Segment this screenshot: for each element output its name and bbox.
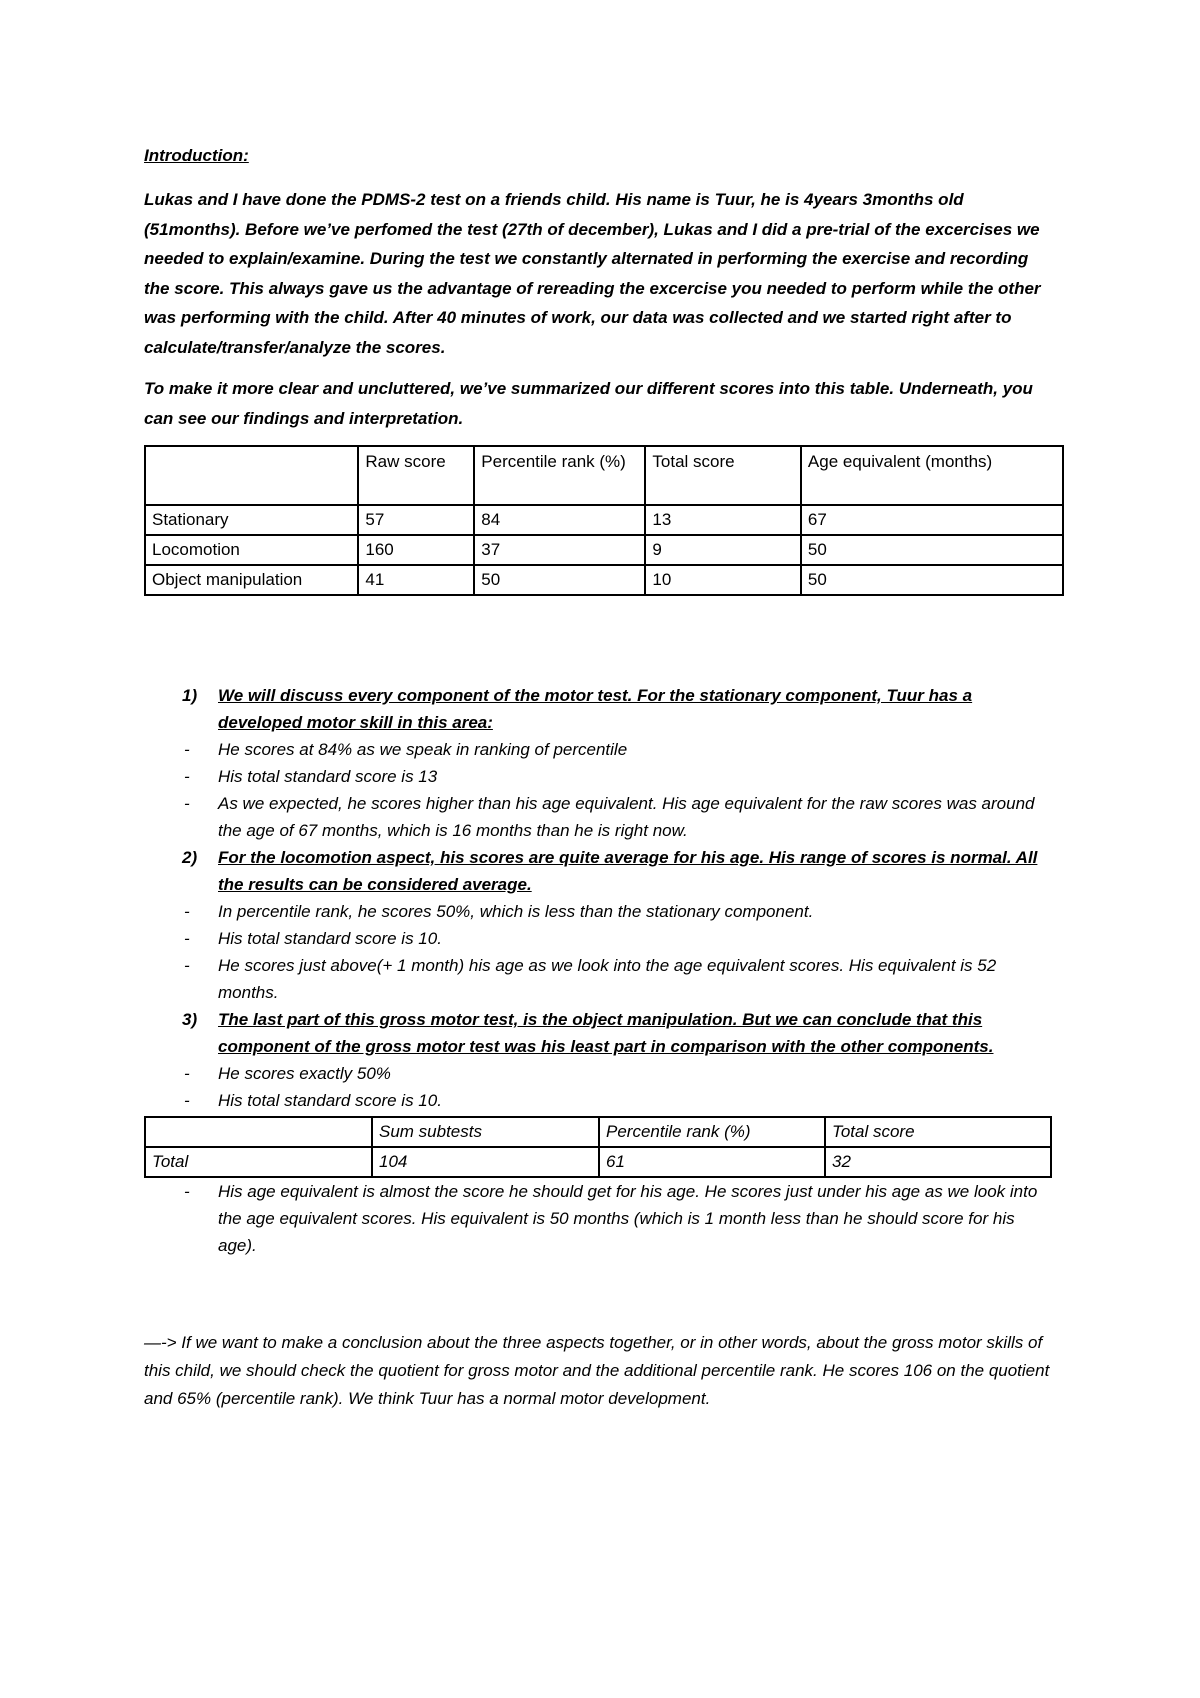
table-header-row: [145, 1117, 1051, 1147]
list-item: [144, 898, 1064, 925]
table-header-cell: [145, 1117, 372, 1147]
list-item: [144, 1178, 1064, 1259]
discussion-section: [144, 682, 1064, 1259]
table-cell: 50: [474, 565, 645, 595]
list-item-text: His total standard score is 10.: [218, 929, 442, 948]
bullet-dash: -: [184, 794, 190, 813]
table-cell: 57: [358, 505, 474, 535]
table-cell: 13: [645, 505, 801, 535]
list-item: [144, 736, 1064, 763]
list-item: [144, 925, 1064, 952]
table-cell: 10: [645, 565, 801, 595]
section-title: We will discuss every component of the motor test. For the stationary component, Tuur has a developed motor skill in this area:: [218, 686, 973, 732]
section-number: 3): [182, 1010, 198, 1029]
table-cell: Locomotion: [145, 535, 358, 565]
list-item-text: His total standard score is 10.: [218, 1091, 442, 1110]
list-item-text: His age equivalent is almost the score he should get for his age. He scores just under his age as we look into the age equivalent scores. His equivalent is 50 months (which is 1 month less than he should score for his age).: [218, 1182, 1038, 1255]
conclusion-paragraph: —-> If we want to make a conclusion about the three aspects together, or in other words, about the gross motor skills of this child, we should check the quotient for gross motor and the additional percentile rank. He scores 106 on the quotient and 65% (percentile rank). We think Tuur has a normal motor development.: [144, 1333, 1050, 1408]
table-cell: 61: [599, 1147, 825, 1177]
table-row: [145, 535, 1063, 565]
table-header-cell: [145, 446, 358, 505]
table-row: [145, 565, 1063, 595]
bullet-dash: -: [184, 740, 190, 759]
bullet-dash: -: [184, 902, 190, 921]
table-header-cell: Percentile rank (%): [474, 446, 645, 505]
table-header-cell: Age equivalent (months): [801, 446, 1063, 505]
section-3-title: [144, 1006, 1064, 1060]
table-cell: 84: [474, 505, 645, 535]
table-header-cell: Percentile rank (%): [599, 1117, 825, 1147]
table-cell: 50: [801, 535, 1063, 565]
section-1-title: [144, 682, 1064, 736]
table-header-cell: Total score: [645, 446, 801, 505]
section-2-title: [144, 844, 1064, 898]
list-item: [144, 952, 1064, 1006]
bullet-dash: -: [184, 767, 190, 786]
table-cell: 67: [801, 505, 1063, 535]
table-cell: 9: [645, 535, 801, 565]
table-cell: 41: [358, 565, 474, 595]
table-header-row: [145, 446, 1063, 505]
bullet-dash: -: [184, 956, 190, 975]
table-header-cell: Total score: [825, 1117, 1051, 1147]
document-content: [144, 145, 1064, 1413]
table-cell: Object manipulation: [145, 565, 358, 595]
list-item-text: He scores just above(+ 1 month) his age as we look into the age equivalent scores. His equivalent is 52 months.: [218, 956, 997, 1002]
section-number: 2): [182, 848, 198, 867]
introduction-paragraph: Lukas and I have done the PDMS-2 test on a friends child. His name is Tuur, he is 4years 3months old (51months). Before we’ve perfomed the test (27th of december), Lukas and I did a pre-trial of the excercises we needed to explain/examine. During the test we constantly alternated in performing the exercise and recording the score. This always gave us the advantage of rereading the excercise you needed to perform while the other was performing with the child. After 40 minutes of work, our data was collected and we started right after to calculate/transfer/analyze the scores.: [144, 190, 1041, 357]
table-cell: 160: [358, 535, 474, 565]
list-item-text: As we expected, he scores higher than his age equivalent. His age equivalent for the raw scores was around the age of 67 months, which is 16 months than he is right now.: [218, 794, 1035, 840]
list-item-text: In percentile rank, he scores 50%, which is less than the stationary component.: [218, 902, 814, 921]
list-item: [144, 1087, 1064, 1114]
table-header-cell: Raw score: [358, 446, 474, 505]
total-score-table: [144, 1116, 1052, 1178]
table-header-cell: Sum subtests: [372, 1117, 599, 1147]
table-cell: 32: [825, 1147, 1051, 1177]
bullet-dash: -: [184, 1182, 190, 1201]
table-cell: Stationary: [145, 505, 358, 535]
table-row: [145, 505, 1063, 535]
list-item: [144, 790, 1064, 844]
list-item-text: He scores exactly 50%: [218, 1064, 391, 1083]
bullet-dash: -: [184, 1091, 190, 1110]
section-number: 1): [182, 686, 198, 705]
bullet-dash: -: [184, 929, 190, 948]
table-cell: 104: [372, 1147, 599, 1177]
scores-table: [144, 445, 1064, 596]
table-row: [145, 1147, 1051, 1177]
list-item-text: His total standard score is 13: [218, 767, 438, 786]
table-cell: Total: [145, 1147, 372, 1177]
table-intro-paragraph: To make it more clear and uncluttered, we’ve summarized our different scores into this table. Underneath, you can see our findings and interpretation.: [144, 379, 1033, 428]
table-cell: 37: [474, 535, 645, 565]
table-cell: 50: [801, 565, 1063, 595]
bullet-dash: -: [184, 1064, 190, 1083]
section-title: For the locomotion aspect, his scores are quite average for his age. His range of scores is normal. All the results can be considered average.: [218, 848, 1038, 894]
introduction-section: [144, 145, 1064, 433]
list-item-text: He scores at 84% as we speak in ranking of percentile: [218, 740, 628, 759]
list-item: [144, 763, 1064, 790]
section-title: The last part of this gross motor test, is the object manipulation. But we can conclude that this component of the gross motor test was his least part in comparison with the other components.: [218, 1010, 994, 1056]
introduction-heading: Introduction:: [144, 146, 249, 165]
list-item: [144, 1060, 1064, 1087]
